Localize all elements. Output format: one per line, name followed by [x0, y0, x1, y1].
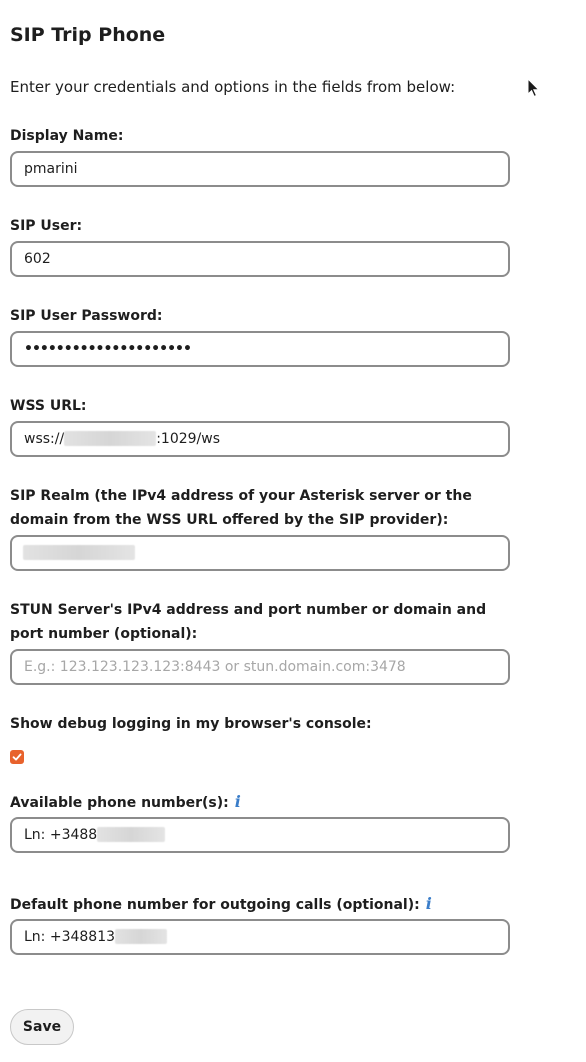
sip-user-value: 602 — [24, 251, 51, 267]
info-icon[interactable]: i — [425, 894, 432, 913]
stun-input[interactable] — [10, 649, 510, 685]
default-number-input[interactable] — [10, 919, 510, 955]
redacted-phone — [97, 827, 165, 842]
sip-realm-input[interactable] — [10, 535, 510, 571]
sip-password-input[interactable] — [10, 331, 510, 367]
wss-url-suffix: :1029/ws — [156, 431, 221, 447]
sip-user-label: SIP User: — [10, 218, 83, 234]
intro-text: Enter your credentials and options in the fields from below: — [10, 78, 456, 96]
save-button[interactable]: Save — [10, 1009, 74, 1045]
check-icon — [12, 752, 22, 762]
default-number-value: Ln: +348813 — [24, 929, 116, 945]
phone-numbers-label-text: Available phone number(s): — [10, 795, 229, 811]
wss-url-label: WSS URL: — [10, 398, 87, 414]
phone-numbers-value: Ln: +3488 — [24, 827, 98, 843]
redacted-host — [64, 431, 156, 446]
default-number-label — [10, 892, 510, 917]
display-name-input[interactable] — [10, 151, 510, 187]
stun-label: STUN Server's IPv4 address and port number or domain and port number (optional): — [10, 602, 487, 642]
stun-placeholder: E.g.: 123.123.123.123:8443 or stun.domain.com:3478 — [24, 659, 406, 675]
info-icon[interactable]: i — [234, 792, 241, 811]
display-name-value: pmarini — [24, 161, 78, 177]
debug-checkbox[interactable] — [10, 750, 24, 764]
sip-password-label: SIP User Password: — [10, 308, 163, 324]
sip-password-value: ••••••••••••••••••••• — [24, 341, 191, 357]
wss-url-input[interactable] — [10, 421, 510, 457]
wss-url-prefix: wss:// — [24, 431, 65, 447]
sip-realm-label: SIP Realm (the IPv4 address of your Asterisk server or the domain from the WSS URL offered by the SIP provider): — [10, 488, 472, 528]
mouse-pointer-icon — [527, 78, 541, 98]
phone-numbers-label — [10, 790, 510, 815]
default-number-label-text: Default phone number for outgoing calls (optional): — [10, 897, 420, 913]
display-name-label: Display Name: — [10, 128, 124, 144]
debug-label: Show debug logging in my browser's console: — [10, 716, 372, 732]
redacted-realm — [23, 545, 135, 560]
sip-user-input[interactable] — [10, 241, 510, 277]
page-title: SIP Trip Phone — [10, 24, 166, 46]
phone-numbers-input[interactable] — [10, 817, 510, 853]
redacted-default-phone — [115, 929, 167, 944]
